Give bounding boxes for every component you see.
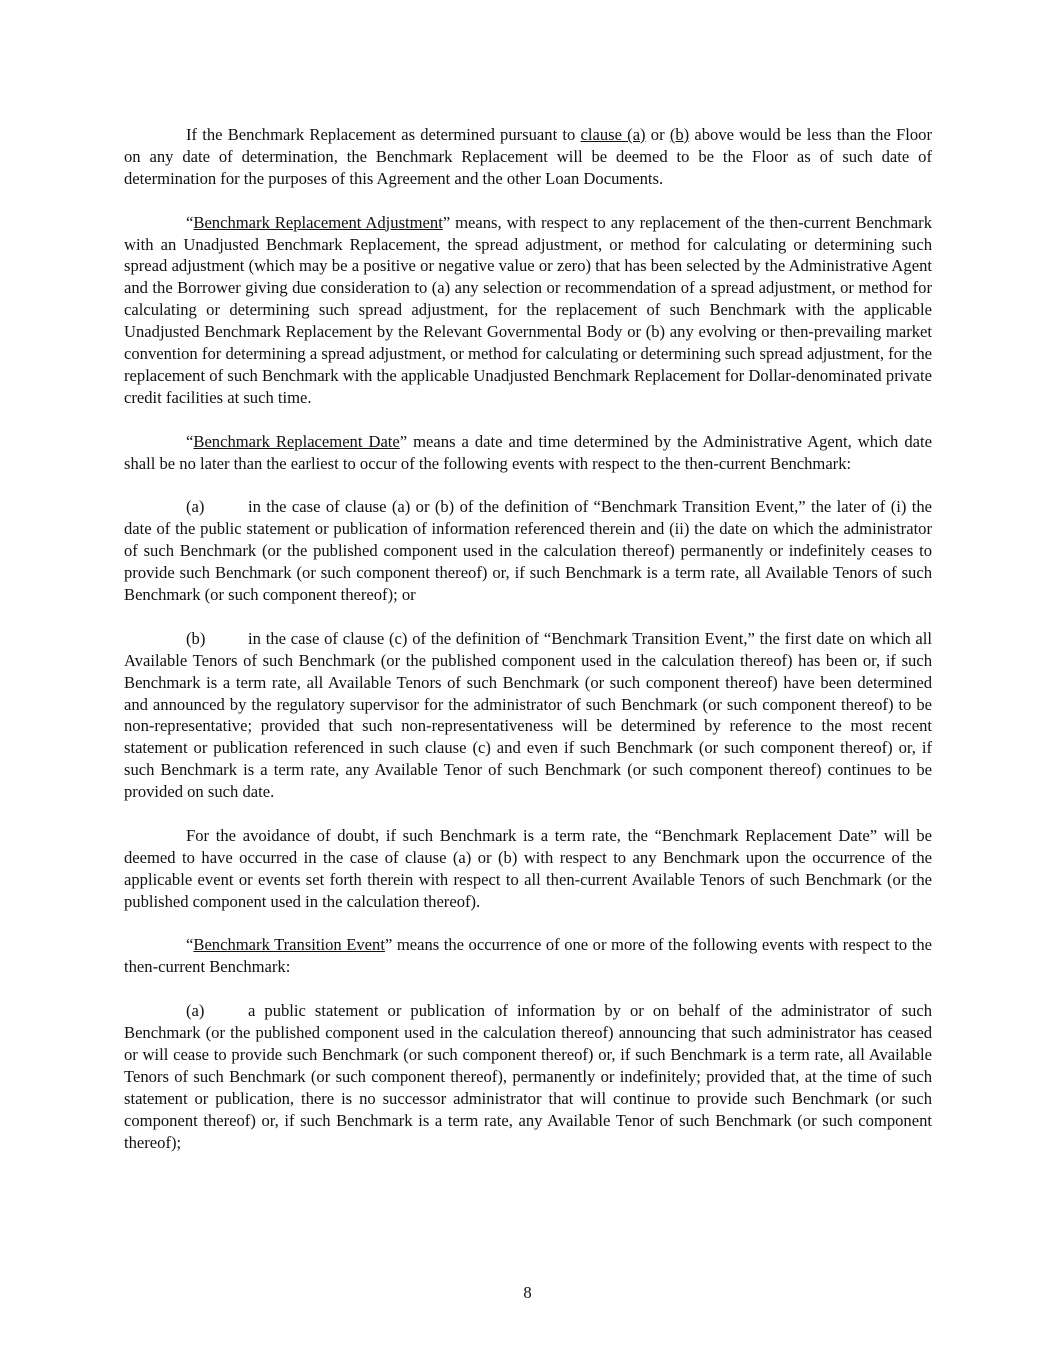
floor-paragraph: If the Benchmark Replacement as determined pursuant to clause (a) or (b) above would be less than the Floor on any date of determination, the Benchmark Replacement will be deemed to be the Floor as of such date of determination for the purposes of this Agreement and the other Loan Documents. <box>124 125 932 188</box>
defined-term: Benchmark Replacement Adjustment <box>193 212 443 232</box>
defined-term: Benchmark Replacement Date <box>193 431 400 451</box>
document-page <box>124 124 932 1175</box>
clause-label: (a) <box>186 497 205 517</box>
replacement-date-clause-b: (b) in the case of clause (c) of the definition of “Benchmark Transition Event,” the first date on which all Available Tenors of such Benchmark (or the published component used in the calculation thereof) has been or, if such Benchmark is a term rate, all Available Tenors of such Benchmark (or such component thereof) have been determined and announced by the regulatory supervisor for the administrator of such Benchmark (or such component thereof) to be non-representative; provided that such non-representativeness will be determined by reference to the most recent statement or publication referenced in such clause (c) and even if such Benchmark (or such component thereof) or, if such Benchmark is a term rate, any Available Tenor of such Benchmark (or such component thereof) continues to be provided on such date. <box>124 628 932 802</box>
clause-label: (b) <box>186 628 206 648</box>
definition-benchmark-replacement-date: “Benchmark Replacement Date” means a date and time determined by the Administrative Agent, which date shall be no later than the earliest to occur of the following events with respect to the then-current Benchmark: <box>124 431 932 473</box>
definition-benchmark-transition-event: “Benchmark Transition Event” means the occurrence of one or more of the following events with respect to the then-current Benchmark: <box>124 935 933 977</box>
defined-term: Benchmark Transition Event <box>193 935 385 955</box>
page-number: 8 <box>523 1283 532 1302</box>
replacement-date-clause-a: (a) in the case of clause (a) or (b) of the definition of “Benchmark Transition Event,” the later of (i) the date of the public statement or publication of information referenced therein and (ii) the date on which the administrator of such Benchmark (or the published component used in the calculation thereof) permanently or indefinitely ceases to provide such Benchmark (or such component thereof) or, if such Benchmark is a term rate, all Available Tenors of such Benchmark (or such component thereof); or <box>124 497 932 604</box>
clause-a-reference: clause (a) <box>580 125 646 144</box>
transition-event-clause-a: (a) a public statement or publication of information by or on behalf of the administrator of such Benchmark (or the published component used in the calculation thereof) announcing that such administrator has ceased or will cease to provide such Benchmark (or such component thereof) or, if such Benchmark is a term rate, all Available Tenors of such Benchmark (or such component thereof), permanently or indefinitely; provided that, at the time of such statement or publication, there is no successor administrator that will continue to provide such Benchmark (or such component thereof) or, if such Benchmark is a term rate, any Available Tenor of such Benchmark (or such component thereof); <box>124 1001 932 1152</box>
clause-label: (a) <box>186 1001 205 1021</box>
clause-b-reference: (b) <box>669 125 690 144</box>
definition-benchmark-replacement-adjustment: “Benchmark Replacement Adjustment” means, with respect to any replacement of the then-current Benchmark with an Unadjusted Benchmark Replacement, the spread adjustment, or method for calculating or determining such spread adjustment (which may be a positive or negative value or zero) that has been selected by the Administrative Agent and the Borrower giving due consideration to (a) any selection or recommendation of a spread adjustment, or method for calculating or determining such spread adjustment, for the replacement of such Benchmark with the applicable Unadjusted Benchmark Replacement by the Relevant Governmental Body or (b) any evolving or then-prevailing market convention for determining a spread adjustment, or method for calculating or determining such spread adjustment, for the replacement of such Benchmark with the applicable Unadjusted Benchmark Replacement for Dollar-denominated private credit facilities at such time. <box>124 212 933 407</box>
avoidance-of-doubt-paragraph: For the avoidance of doubt, if such Benchmark is a term rate, the “Benchmark Replacement Date” will be deemed to have occurred in the case of clause (a) or (b) with respect to any Benchmark upon the occurrence of the applicable event or events set forth therein with respect to all then-current Available Tenors of such Benchmark (or the published component used in the calculation thereof). <box>124 825 932 911</box>
